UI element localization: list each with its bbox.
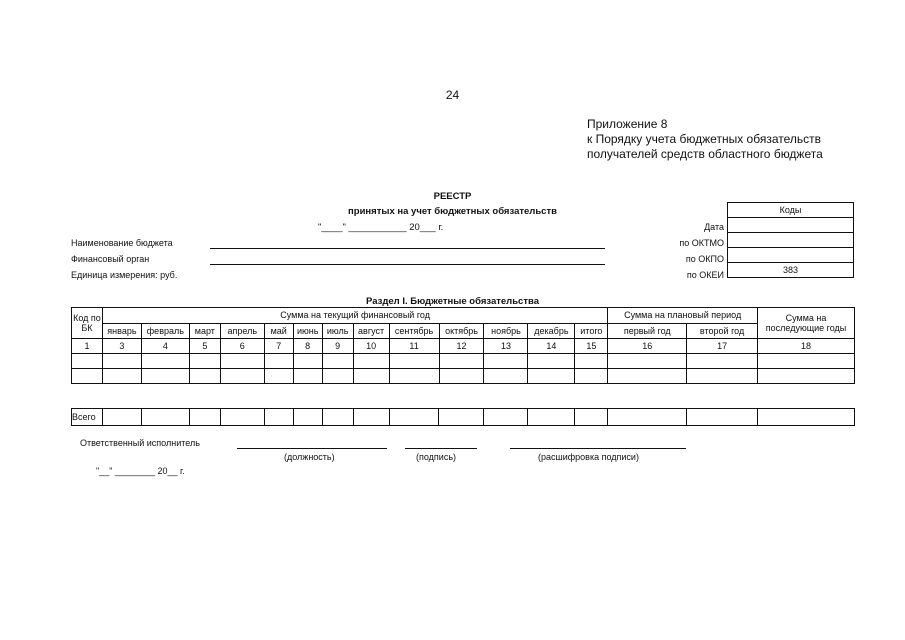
total-cell[interactable]	[189, 409, 220, 426]
table-cell[interactable]	[102, 354, 141, 369]
table-cell[interactable]	[220, 354, 264, 369]
total-cell[interactable]	[439, 409, 484, 426]
table-cell[interactable]	[608, 354, 687, 369]
total-cell[interactable]	[293, 409, 322, 426]
decoding-caption: (расшифровка подписи)	[538, 452, 639, 462]
month-header: октябрь	[439, 323, 484, 339]
codes-table	[727, 202, 854, 278]
total-cell[interactable]	[608, 409, 687, 426]
column-number: 3	[102, 339, 141, 354]
plan-year-header: первый год	[608, 323, 687, 339]
table-cell[interactable]	[72, 369, 103, 384]
month-header: итого	[575, 323, 608, 339]
oktmo-label: по ОКТМО	[679, 238, 724, 248]
table-cell[interactable]	[72, 354, 103, 369]
table-row	[72, 369, 855, 384]
column-number: 4	[141, 339, 189, 354]
total-label: Всего	[72, 409, 103, 426]
table-row	[72, 354, 855, 369]
document-title: РЕЕСТР	[433, 191, 472, 202]
sign-field[interactable]	[405, 448, 477, 449]
total-cell[interactable]	[141, 409, 189, 426]
codes-header: Коды	[728, 203, 854, 218]
table-cell[interactable]	[189, 354, 220, 369]
appendix-block	[587, 117, 823, 162]
month-header: апрель	[220, 323, 264, 339]
column-number: 17	[687, 339, 758, 354]
table-cell[interactable]	[322, 369, 353, 384]
table-cell[interactable]	[439, 369, 484, 384]
month-header: март	[189, 323, 220, 339]
oktmo-code-cell[interactable]	[728, 233, 854, 248]
position-caption: (должность)	[284, 452, 335, 462]
column-number: 7	[264, 339, 293, 354]
table-cell[interactable]	[608, 369, 687, 384]
table-cell[interactable]	[439, 354, 484, 369]
sign-caption: (подпись)	[416, 452, 457, 462]
table-cell[interactable]	[528, 369, 575, 384]
column-number: 11	[389, 339, 439, 354]
decoding-field[interactable]	[510, 448, 686, 449]
column-number: 10	[353, 339, 389, 354]
table-cell[interactable]	[264, 369, 293, 384]
table-cell[interactable]	[389, 369, 439, 384]
total-cell[interactable]	[528, 409, 575, 426]
column-number: 14	[528, 339, 575, 354]
column-number: 5	[189, 339, 220, 354]
total-cell[interactable]	[389, 409, 439, 426]
month-header: сентябрь	[389, 323, 439, 339]
column-number: 12	[439, 339, 484, 354]
okei-code-cell: 383	[728, 263, 854, 278]
obligations-table	[71, 307, 855, 384]
column-number: 8	[293, 339, 322, 354]
okpo-label: по ОКПО	[685, 254, 724, 264]
table-cell[interactable]	[220, 369, 264, 384]
plan-period-header: Сумма на плановый период	[608, 308, 758, 324]
total-cell[interactable]	[484, 409, 528, 426]
column-number: 15	[575, 339, 608, 354]
column-number: 6	[220, 339, 264, 354]
total-cell[interactable]	[687, 409, 758, 426]
table-cell[interactable]	[484, 354, 528, 369]
table-cell[interactable]	[264, 354, 293, 369]
table-cell[interactable]	[102, 369, 141, 384]
table-cell[interactable]	[389, 354, 439, 369]
table-cell[interactable]	[687, 369, 758, 384]
date-code-label: Дата	[704, 222, 724, 232]
table-cell[interactable]	[528, 354, 575, 369]
table-cell[interactable]	[189, 369, 220, 384]
total-cell[interactable]	[102, 409, 141, 426]
okei-label: по ОКЕИ	[686, 270, 724, 280]
column-number: 16	[608, 339, 687, 354]
budget-name-label: Наименование бюджета	[71, 238, 173, 248]
table-cell[interactable]	[293, 369, 322, 384]
current-year-header: Сумма на текущий финансовый год	[102, 308, 607, 324]
table-cell[interactable]	[141, 354, 189, 369]
month-header: июнь	[293, 323, 322, 339]
table-cell[interactable]	[353, 354, 389, 369]
column-number: 9	[322, 339, 353, 354]
month-header: февраль	[141, 323, 189, 339]
column-number: 18	[758, 339, 855, 354]
budget-name-field[interactable]	[210, 248, 605, 249]
unit-label: Единица измерения: руб.	[71, 270, 178, 280]
okpo-code-cell[interactable]	[728, 248, 854, 263]
table-cell[interactable]	[575, 354, 608, 369]
table-cell[interactable]	[575, 369, 608, 384]
appendix-line-3: получателей средств областного бюджета	[587, 147, 823, 161]
total-cell[interactable]	[220, 409, 264, 426]
table-cell[interactable]	[141, 369, 189, 384]
signature-date-line: "__" ________ 20__ г.	[96, 466, 185, 476]
document-subtitle: принятых на учет бюджетных обязательств	[348, 206, 557, 217]
month-header: август	[353, 323, 389, 339]
table-cell[interactable]	[758, 369, 855, 384]
section-title: Раздел I. Бюджетные обязательства	[366, 296, 539, 307]
following-years-header: Сумма на последующие годы	[758, 308, 855, 339]
registry-date-line: "____" ___________ 20___ г.	[318, 222, 444, 233]
month-header: май	[264, 323, 293, 339]
fin-organ-field[interactable]	[210, 264, 605, 265]
column-number: 1	[72, 339, 103, 354]
position-field[interactable]	[237, 448, 387, 449]
appendix-line-1: Приложение 8	[587, 117, 668, 131]
table-cell[interactable]	[293, 354, 322, 369]
plan-year-header: второй год	[687, 323, 758, 339]
month-header: ноябрь	[484, 323, 528, 339]
date-code-cell[interactable]	[728, 218, 854, 233]
month-header: январь	[102, 323, 141, 339]
executor-label: Ответственный исполнитель	[80, 438, 200, 448]
table-cell[interactable]	[484, 369, 528, 384]
total-cell[interactable]	[264, 409, 293, 426]
total-cell[interactable]	[575, 409, 608, 426]
table-cell[interactable]	[758, 354, 855, 369]
table-cell[interactable]	[687, 354, 758, 369]
page-number: 24	[445, 88, 460, 102]
table-cell[interactable]	[353, 369, 389, 384]
column-number: 13	[484, 339, 528, 354]
kod-header: Код по БК	[72, 308, 103, 339]
appendix-line-2: к Порядку учета бюджетных обязательств	[587, 132, 821, 146]
fin-organ-label: Финансовый орган	[71, 254, 150, 264]
month-header: июль	[322, 323, 353, 339]
total-cell[interactable]	[322, 409, 353, 426]
table-cell[interactable]	[322, 354, 353, 369]
total-cell[interactable]	[353, 409, 389, 426]
total-cell[interactable]	[758, 409, 855, 426]
month-header: декабрь	[528, 323, 575, 339]
total-table	[71, 408, 855, 426]
